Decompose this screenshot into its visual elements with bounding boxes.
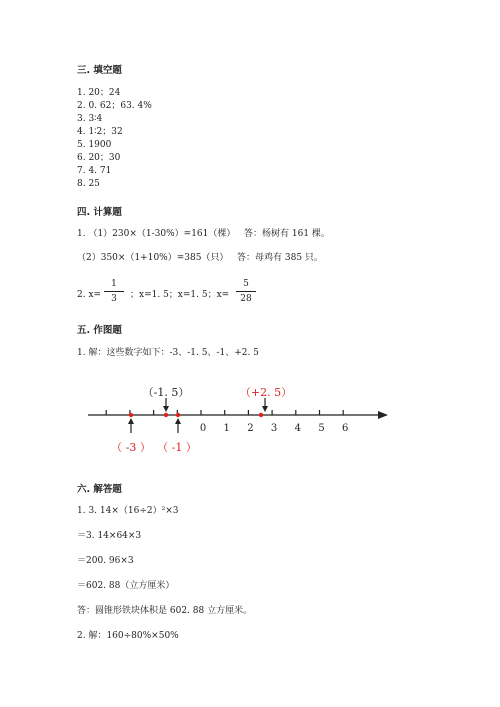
section3-line-1: 1. 20；24 bbox=[77, 88, 121, 98]
section6-line-3: ＝200. 96×3 bbox=[77, 556, 134, 566]
section4-q2-prefix: 2. x= bbox=[77, 290, 102, 300]
section6-line-6: 2. 解：160÷80%×50% bbox=[77, 631, 179, 641]
section4-heading: 四. 计算题 bbox=[77, 207, 122, 218]
section4-q2-middle: ；x=1. 5；x=1. 5；x= bbox=[130, 290, 230, 300]
tick-label: 0 bbox=[199, 423, 207, 434]
tick-label: 5 bbox=[318, 423, 325, 434]
section6-line-5: 答：圆锥形铁块体积是 602. 88 立方厘米。 bbox=[77, 606, 253, 616]
label-neg1-5: （-1. 5） bbox=[142, 386, 190, 399]
tick-label: 6 bbox=[342, 423, 349, 434]
arrow-up-icon bbox=[128, 418, 134, 424]
tick-label: 3 bbox=[270, 423, 278, 434]
section4-line-2: （2）350×（1+10%）=385（只） bbox=[77, 253, 229, 263]
arrow-down-icon bbox=[262, 406, 268, 412]
section6-line-1: 1. 3. 14×（16÷2）²×3 bbox=[77, 506, 179, 516]
point-neg1-5 bbox=[164, 413, 168, 417]
section5-heading: 五. 作图题 bbox=[77, 325, 122, 336]
label-pos2-5: （+2. 5） bbox=[239, 386, 293, 399]
section4-answer-1: 答：杨树有 161 棵。 bbox=[244, 229, 330, 239]
section3-line-3: 3. 3∶4 bbox=[77, 114, 103, 124]
arrow-down-icon bbox=[163, 406, 169, 412]
point-neg3 bbox=[129, 413, 133, 417]
tick-label: 2 bbox=[247, 423, 254, 434]
section3-line-6: 6. 20；30 bbox=[77, 153, 121, 163]
section4-line-1: 1. （1）230×（1-30%）=161（棵） bbox=[77, 229, 236, 239]
section3-heading: 三. 填空题 bbox=[77, 65, 122, 76]
section3-line-7: 7. 4. 71 bbox=[77, 166, 112, 176]
arrowhead-icon bbox=[378, 411, 388, 419]
fraction-denominator: 28 bbox=[240, 294, 252, 304]
section3-line-4: 4. 1∶2；32 bbox=[77, 127, 123, 137]
fraction-numerator: 1 bbox=[111, 279, 117, 289]
label-neg1: （ -1 ） bbox=[157, 441, 197, 454]
section3-line-8: 8. 25 bbox=[77, 179, 100, 189]
section6-line-2: ＝3. 14×64×3 bbox=[77, 531, 142, 541]
section3-line-2: 2. 0. 62；63. 4% bbox=[77, 101, 152, 111]
section3-line-5: 5. 1900 bbox=[77, 140, 112, 150]
fraction-numerator: 5 bbox=[243, 279, 249, 289]
point-pos2-5 bbox=[259, 413, 263, 417]
section6-line-4: ＝602. 88（立方厘米） bbox=[77, 581, 175, 591]
arrow-up-icon bbox=[175, 418, 181, 424]
section5-line-1: 1. 解：这些数字如下：-3、-1. 5、-1、+2. 5 bbox=[77, 348, 259, 358]
section6-heading: 六. 解答题 bbox=[77, 484, 122, 495]
tick-label: 1 bbox=[223, 423, 230, 434]
tick-label: 4 bbox=[294, 423, 301, 434]
label-neg3: （ -3 ） bbox=[111, 441, 151, 454]
point-neg1 bbox=[176, 413, 180, 417]
section4-answer-2: 答：母鸡有 385 只。 bbox=[237, 253, 323, 263]
fraction-denominator: 3 bbox=[111, 294, 117, 304]
